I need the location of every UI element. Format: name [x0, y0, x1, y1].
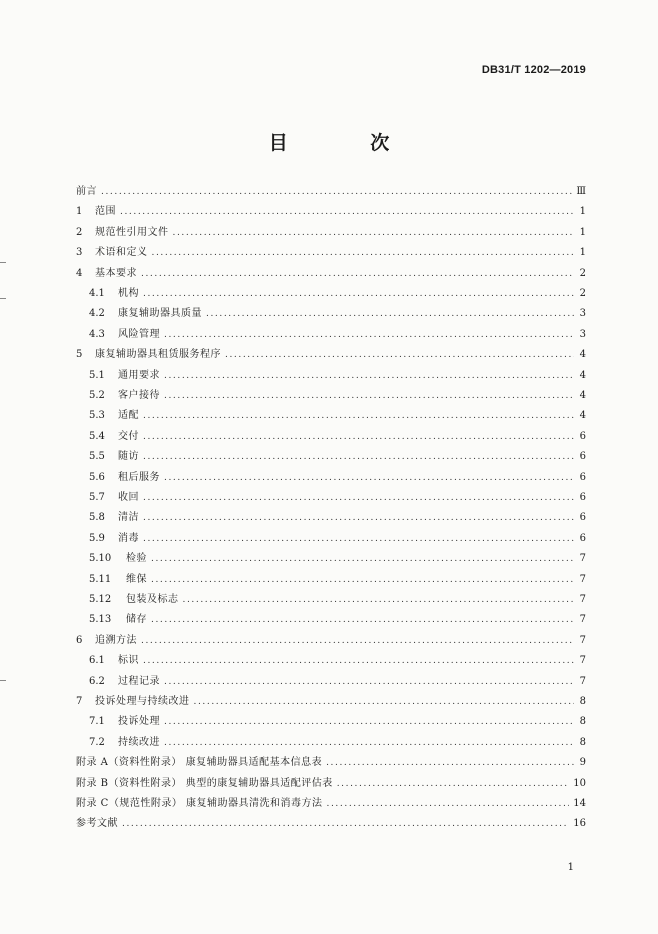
toc-entry-page: 7	[579, 553, 586, 565]
toc-entry-label: 投诉处理与持续改进	[95, 696, 190, 707]
toc-entry-label: 收回	[118, 492, 139, 503]
toc-leader-dots	[173, 225, 575, 241]
toc-entry-label: 机构	[118, 288, 139, 299]
toc-entry[interactable]	[76, 776, 586, 792]
toc-entry-page: 7	[579, 655, 586, 667]
toc-entry-number: 2	[76, 226, 83, 238]
margin-mark	[0, 262, 6, 263]
toc-entry-page: 4	[579, 369, 586, 381]
toc-entry[interactable]	[89, 551, 586, 567]
toc-leader-dots	[151, 572, 574, 588]
toc-entry-number: 5.12	[89, 594, 112, 605]
toc-entry-label: 风险管理	[118, 328, 160, 340]
toc-entry-page: 8	[579, 736, 586, 748]
toc-entry-label: 附录 C（规范性附录） 康复辅助器具清洗和消毒方法	[76, 798, 323, 809]
toc-entry-page: 8	[579, 716, 586, 728]
toc-entry-label: 随访	[118, 451, 139, 463]
toc-leader-dots	[326, 755, 574, 771]
toc-entry-page: 16	[573, 818, 586, 830]
toc-entry-number: 5.8	[89, 512, 105, 524]
toc-entry-label: 前言	[76, 186, 97, 197]
toc-entry-number: 5.13	[89, 614, 112, 626]
toc-entry-number: 5.6	[89, 471, 105, 483]
toc-entry-label: 康复辅助器具质量	[118, 308, 202, 320]
toc-entry-label: 标识	[118, 655, 139, 667]
toc-entry-label: 范围	[95, 206, 116, 218]
toc-entry-page: 9	[579, 757, 586, 769]
toc-entry[interactable]	[76, 633, 586, 649]
toc-entry[interactable]	[76, 225, 586, 241]
toc-entry-label: 追溯方法	[95, 634, 137, 646]
toc-leader-dots	[194, 694, 575, 710]
toc-entry-label: 通用要求	[118, 369, 160, 381]
margin-mark	[0, 680, 6, 681]
toc-entry-page: 6	[579, 471, 586, 483]
toc-leader-dots	[143, 531, 574, 547]
toc-entry-page: 14	[573, 798, 586, 809]
toc-entry-label: 清洁	[118, 512, 139, 524]
toc-entry[interactable]	[89, 449, 586, 465]
toc-entry-page: 6	[579, 492, 586, 503]
toc-entry-page: 2	[579, 288, 586, 299]
toc-entry-page: Ⅲ	[576, 186, 586, 197]
toc-leader-dots	[143, 653, 574, 669]
toc-entry[interactable]	[76, 755, 586, 771]
toc-entry[interactable]	[89, 306, 586, 322]
toc-leader-dots	[143, 510, 574, 526]
toc-entry[interactable]	[89, 470, 586, 486]
toc-entry-number: 5.9	[89, 532, 105, 544]
toc-entry-number: 5.4	[89, 430, 105, 442]
toc-entry-label: 基本要求	[95, 267, 137, 279]
toc-entry[interactable]	[89, 612, 586, 628]
toc-leader-dots	[101, 184, 572, 200]
toc-leader-dots	[337, 776, 570, 792]
toc-entry-label: 维保	[126, 573, 147, 585]
toc-entry-page: 1	[579, 226, 586, 238]
toc-entry-label: 过程记录	[118, 675, 160, 687]
page-number: 1	[567, 862, 574, 873]
toc-leader-dots	[143, 408, 574, 424]
toc-entry-label: 参考文献	[76, 818, 118, 830]
toc-entry-number: 7.2	[89, 736, 105, 748]
toc-leader-dots	[143, 429, 574, 445]
toc-leader-dots	[164, 714, 574, 730]
toc-entry-label: 交付	[118, 430, 139, 442]
toc-leader-dots	[143, 490, 574, 506]
toc-entry[interactable]	[89, 714, 586, 730]
toc-entry-number: 6	[76, 634, 83, 646]
toc-entry-label: 客户接待	[118, 390, 160, 401]
toc-entry-page: 7	[579, 614, 586, 626]
toc-entry[interactable]	[89, 388, 586, 404]
toc-entry-number: 5	[76, 349, 83, 361]
toc-entry-label: 适配	[118, 410, 139, 422]
toc-entry[interactable]	[76, 816, 586, 832]
toc-leader-dots	[164, 388, 574, 404]
toc-entry-number: 7.1	[89, 716, 105, 728]
toc-entry-number: 4.1	[89, 288, 105, 299]
toc-entry[interactable]	[89, 408, 586, 424]
toc-entry[interactable]	[89, 572, 586, 588]
toc-leader-dots	[120, 204, 574, 220]
toc-entry[interactable]	[89, 429, 586, 445]
toc-entry-page: 4	[579, 349, 586, 361]
toc-entry-label: 规范性引用文件	[95, 226, 169, 238]
toc-entry-page: 10	[573, 777, 586, 789]
toc-leader-dots	[122, 816, 569, 832]
toc-leader-dots	[151, 551, 574, 567]
toc-entry-label: 检验	[126, 553, 147, 565]
toc-entry[interactable]	[89, 286, 586, 302]
toc-leader-dots	[164, 368, 574, 384]
toc-entry-page: 7	[579, 573, 586, 585]
toc-leader-dots	[164, 327, 574, 343]
toc-entry-page: 4	[579, 410, 586, 422]
toc-entry-page: 1	[579, 247, 586, 259]
toc-entry-number: 6.2	[89, 675, 105, 687]
toc-leader-dots	[143, 449, 574, 465]
page-title: 目 次	[268, 132, 428, 154]
toc-leader-dots	[206, 306, 574, 322]
toc-entry[interactable]	[76, 796, 586, 812]
toc-leader-dots	[183, 592, 575, 608]
toc-entry-label: 术语和定义	[95, 247, 148, 259]
toc-entry-number: 5.3	[89, 410, 105, 422]
toc-entry-label: 租后服务	[118, 471, 160, 483]
toc-entry-number: 3	[76, 247, 83, 259]
toc-entry[interactable]	[76, 184, 586, 200]
toc-entry-page: 6	[579, 532, 586, 544]
toc-leader-dots	[141, 266, 574, 282]
toc-entry-number: 4.3	[89, 328, 105, 340]
toc-leader-dots	[225, 347, 574, 363]
toc-entry-number: 4	[76, 267, 83, 279]
toc-entry-page: 6	[579, 430, 586, 442]
toc-entry-number: 5.2	[89, 390, 105, 401]
toc-entry[interactable]	[76, 204, 586, 220]
toc-entry-page: 2	[579, 267, 586, 279]
toc-entry-number: 1	[76, 206, 83, 218]
toc-entry[interactable]	[76, 694, 586, 710]
toc-entry[interactable]	[89, 510, 586, 526]
toc-entry-page: 7	[579, 594, 586, 605]
toc-leader-dots	[164, 735, 574, 751]
toc-entry[interactable]	[76, 245, 586, 261]
toc-entry[interactable]	[76, 266, 586, 282]
toc-entry-label: 康复辅助器具租赁服务程序	[95, 349, 221, 361]
toc-entry[interactable]	[76, 347, 586, 363]
toc-entry-page: 7	[579, 634, 586, 646]
toc-entry-number: 5.10	[89, 553, 112, 565]
toc-leader-dots	[151, 612, 574, 628]
standard-code: DB31/T 1202—2019	[481, 64, 586, 76]
toc-entry[interactable]	[89, 674, 586, 690]
toc-leader-dots	[327, 796, 570, 812]
toc-leader-dots	[143, 286, 574, 302]
toc-entry-label: 附录 B（资料性附录） 典型的康复辅助器具适配评估表	[76, 777, 333, 789]
toc-entry-page: 3	[579, 328, 586, 340]
toc-entry-number: 5.11	[89, 573, 112, 585]
toc-entry-label: 投诉处理	[118, 716, 160, 728]
toc-entry-page: 8	[579, 696, 586, 707]
toc-leader-dots	[152, 245, 575, 261]
toc-entry-page: 1	[579, 206, 586, 218]
toc-entry[interactable]	[89, 653, 586, 669]
toc-leader-dots	[164, 470, 574, 486]
toc-entry-page: 7	[579, 675, 586, 687]
toc-entry[interactable]	[89, 531, 586, 547]
toc-entry[interactable]	[89, 592, 586, 608]
toc-entry-label: 储存	[126, 614, 147, 626]
toc-entry[interactable]	[89, 735, 586, 751]
toc-entry-page: 3	[579, 308, 586, 320]
toc-entry-number: 5.1	[89, 369, 105, 381]
toc-entry-number: 4.2	[89, 308, 105, 320]
toc-entry[interactable]	[89, 368, 586, 384]
toc-entry[interactable]	[89, 327, 586, 343]
toc-entry-label: 附录 A（资料性附录） 康复辅助器具适配基本信息表	[76, 757, 323, 769]
toc-entry-page: 4	[579, 390, 586, 401]
toc-entry[interactable]	[89, 490, 586, 506]
toc-entry-number: 5.7	[89, 492, 105, 503]
toc-entry-number: 5.5	[89, 451, 105, 463]
margin-mark	[0, 298, 6, 299]
toc-entry-label: 持续改进	[118, 736, 160, 748]
toc-entry-page: 6	[579, 512, 586, 524]
toc-entry-number: 7	[76, 696, 83, 707]
toc-entry-page: 6	[579, 451, 586, 463]
toc-entry-number: 6.1	[89, 655, 105, 667]
toc-entry-label: 包装及标志	[126, 594, 179, 605]
toc-leader-dots	[141, 633, 574, 649]
toc-entry-label: 消毒	[118, 532, 139, 544]
toc-leader-dots	[164, 674, 574, 690]
